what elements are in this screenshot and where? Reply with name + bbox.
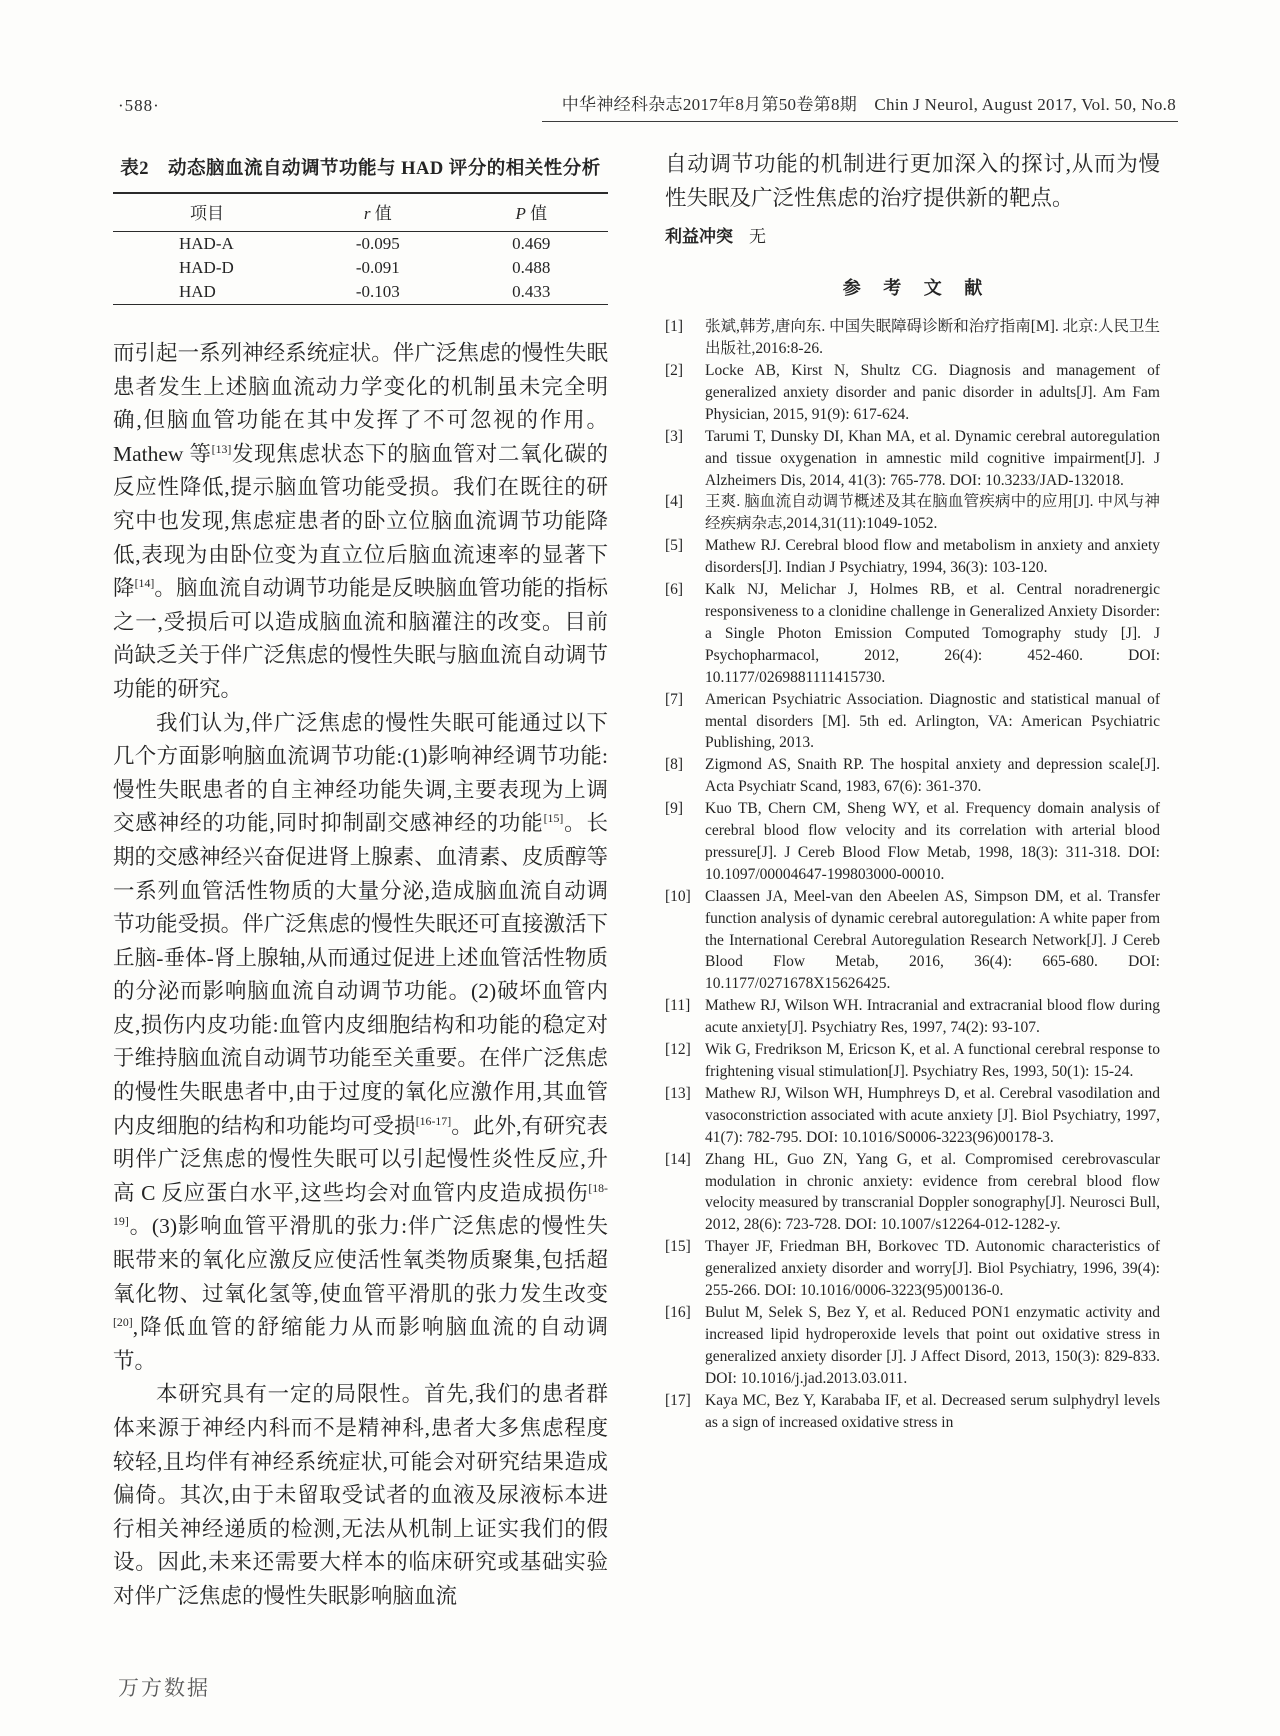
reference-item <box>665 1083 1160 1149</box>
reference-label: [9] <box>665 800 684 818</box>
reference-item <box>665 1302 1160 1390</box>
text-run: 而引起一系列神经系统症状。伴广泛焦虑的慢性失眠患者发生上述脑血流动力学变化的机制虽未完全明确,但脑血管功能在其中发挥了不可忽视的作用。Mathew 等 <box>113 341 608 466</box>
table-cell: -0.095 <box>355 233 400 253</box>
watermark: 万方数据 <box>118 1677 210 1700</box>
reference-item <box>665 360 1160 426</box>
reference-text: American Psychiatric Association. Diagnostic and statistical manual of mental disorders [M]. 5th ed. Arlington, VA: American Psychiatric Publishing, 2013. <box>705 690 1160 752</box>
table-cell: -0.091 <box>355 257 400 277</box>
table-cell: 0.433 <box>512 281 551 301</box>
reference-label: [6] <box>665 581 684 599</box>
reference-item <box>665 491 1160 535</box>
text-run: 发现焦虑状态下的脑血管对二氧化碳的反应性降低,提示脑血管功能受损。我们在既往的研究中也发现,焦虑症患者的卧立位脑血流调节功能降低,表现为由卧位变为直立位后脑血流速率的显著下降 <box>113 441 608 601</box>
text-run: 值 <box>370 204 392 223</box>
table-cell: HAD-A <box>179 233 234 253</box>
table-header-cell <box>455 193 608 232</box>
reference-label: [12] <box>665 1041 691 1059</box>
references-heading: 参 考 文 献 <box>842 278 992 299</box>
citation-superscript: [14] <box>134 576 155 590</box>
reference-label: [15] <box>665 1238 691 1256</box>
table-row <box>113 232 608 257</box>
body-paragraph <box>113 707 608 1379</box>
table-cell: 0.488 <box>512 257 551 277</box>
journal-header: 中华神经科杂志2017年8月第50卷第8期 Chin J Neurol, August 2017, Vol. 50, No.8 <box>542 90 1178 122</box>
text-run: 。(3)影响血管平滑肌的张力:伴广泛焦虑的慢性失眠带来的氧化应激反应使活性氧类物质聚集,包括超氧化物、过氧化氢等,使血管平滑肌的张力发生改变 <box>113 1214 608 1306</box>
reference-label: [7] <box>665 690 684 708</box>
reference-text: Wik G, Fredrikson M, Ericson K, et al. A functional cerebral response to frightening visual stimulation[J]. Psychiatry Res, 1993, 50(1): 15-24. <box>705 1041 1160 1080</box>
conflict-label: 利益冲突 <box>665 227 733 247</box>
reference-text: Bulut M, Selek S, Bez Y, et al. Reduced PON1 enzymatic activity and increased lipid hydroperoxide levels that point out oxidative stress in generalized anxiety disorder [J]. J Affect Disord, 2013, 150(3): 829-833. DOI: 10.1016/j.jad.2013.03.011. <box>705 1303 1160 1387</box>
text-run: 项目 <box>190 204 225 223</box>
reference-item <box>665 316 1160 360</box>
references-list <box>665 316 1160 1433</box>
page-number: ·588· <box>118 96 160 115</box>
citation-superscript: [20] <box>113 1315 133 1330</box>
body-paragraph <box>113 1378 608 1613</box>
reference-text: Kaya MC, Bez Y, Karababa IF, et al. Decreased serum sulphydryl levels as a sign of increased oxidative stress in <box>705 1391 1160 1431</box>
reference-label: [14] <box>665 1150 691 1168</box>
reference-text: 王爽. 脑血流自动调节概述及其在脑血管疾病中的应用[J]. 中风与神经疾病杂志,2014,31(11):1049-1052. <box>705 493 1160 533</box>
text-run: 。此外,有研究表明伴广泛焦虑的慢性失眠可以引起慢性炎性反应,升高 C 反应蛋白水平,这些均会对血管内皮造成损伤 <box>113 1113 608 1205</box>
table-title: 表2 动态脑血流自动调节功能与 HAD 评分的相关性分析 <box>120 159 601 179</box>
left-column <box>113 148 608 1614</box>
reference-label: [2] <box>665 362 684 379</box>
reference-item <box>665 579 1160 689</box>
reference-text: Mathew RJ. Cerebral blood flow and metabolism in anxiety and anxiety disorders[J]. Indian J Psychiatry, 1994, 36(3): 103-120. <box>705 537 1160 577</box>
table-cell: 0.469 <box>512 233 551 253</box>
text-run: 。长期的交感神经兴奋促进肾上腺素、血清素、皮质醇等一系列血管活性物质的大量分泌,造成脑血流自动调节功能受损。伴广泛焦虑的慢性失眠还可直接激活下丘脑-垂体-肾上腺轴,从而通过促进上述血管活性物质的分泌而影响脑血流自动调节功能。(2)破坏血管内皮,损伤内皮功能:血管内皮细胞结构和功能的稳定对于维持脑血流自动调节功能至关重要。在伴广泛焦虑的慢性失眠患者中,由于过度的氧化应激作用,其血管内皮细胞的结构和功能均可受损 <box>113 811 608 1138</box>
reference-label: [8] <box>665 756 684 774</box>
table-header-row <box>113 193 608 232</box>
text-run: ,降低血管的舒缩能力从而影响脑血流的自动调节。 <box>113 1315 608 1373</box>
text-run: 值 <box>525 204 548 223</box>
table-row <box>113 280 608 305</box>
citation-superscript: [15] <box>543 811 564 826</box>
reference-label: [3] <box>665 427 684 445</box>
reference-item <box>665 754 1160 798</box>
reference-item <box>665 886 1160 996</box>
table-header-cell <box>301 193 454 232</box>
text-run: P <box>515 204 526 223</box>
reference-text: Locke AB, Kirst N, Shultz CG. Diagnosis and management of generalized anxiety disorder and panic disorder in adults[J]. Am Fam Physician, 2015, 91(9): 617-624. <box>705 362 1160 423</box>
reference-text: Kuo TB, Chern CM, Sheng WY, et al. Frequency domain analysis of cerebral blood flow velocity and its correlation with arterial blood pressure[J]. J Cereb Blood Flow Metab, 1998, 18(3): 311-318. DOI: 10.1097/00004647-199803000-00010. <box>705 800 1160 883</box>
page-header <box>118 90 1178 122</box>
reference-item <box>665 798 1160 886</box>
table-cell: -0.103 <box>355 281 400 301</box>
conflict-statement <box>665 222 1160 247</box>
table-cell: HAD-D <box>179 257 234 277</box>
citation-superscript: [16-17] <box>415 1113 452 1128</box>
reference-item <box>665 689 1160 755</box>
reference-item <box>665 535 1160 579</box>
body-paragraph <box>665 148 1160 215</box>
reference-text: Zigmond AS, Snaith RP. The hospital anxiety and depression scale[J]. Acta Psychiatr Scand, 1983, 67(6): 361-370. <box>705 756 1160 796</box>
reference-item <box>665 1039 1160 1083</box>
reference-label: [16] <box>665 1303 691 1321</box>
reference-item <box>665 995 1160 1039</box>
right-column <box>665 148 1160 1433</box>
text-run: 自动调节功能的机制进行更加深入的探讨,从而为慢性失眠及广泛性焦虑的治疗提供新的靶点。 <box>665 152 1160 210</box>
reference-text: Thayer JF, Friedman BH, Borkovec TD. Autonomic characteristics of generalized anxiety disorder and worry[J]. Biol Psychiatry, 1996, 39(4): 255-266. DOI: 10.1016/0006-3223(95)00136-0. <box>705 1238 1160 1300</box>
citation-superscript: [18-19] <box>113 1180 608 1229</box>
body-text <box>113 337 608 1614</box>
text-run: 。脑血流自动调节功能是反映脑血管功能的指标之一,受损后可以造成脑血流和脑灌注的改变。目前尚缺乏关于伴广泛焦虑的慢性失眠与脑血流自动调节功能的研究。 <box>113 576 608 701</box>
citation-superscript: [13] <box>211 441 232 456</box>
reference-text: Mathew RJ, Wilson WH. Intracranial and extracranial blood flow during acute anxiety[J]. Psychiatry Res, 1997, 74(2): 93-107. <box>705 997 1160 1037</box>
text-run: 我们认为,伴广泛焦虑的慢性失眠可能通过以下几个方面影响脑血流调节功能:(1)影响神经调节功能:慢性失眠患者的自主神经功能失调,主要表现为上调交感神经的功能,同时抑制副交感神经的功能 <box>113 710 608 836</box>
reference-text: Mathew RJ, Wilson WH, Humphreys D, et al. Cerebral vasodilation and vasoconstriction associated with acute anxiety [J]. Biol Psychiatry, 1997, 41(7): 782-795. DOI: 10.1016/S0006-3223(96)00178-3. <box>705 1084 1160 1146</box>
reference-item <box>665 426 1160 492</box>
table-header-cell <box>113 193 301 232</box>
table-cell: HAD <box>179 281 216 301</box>
reference-label: [5] <box>665 537 684 555</box>
reference-label: [10] <box>665 887 691 905</box>
reference-label: [4] <box>665 493 684 511</box>
reference-text: Tarumi T, Dunsky DI, Khan MA, et al. Dynamic cerebral autoregulation and tissue oxygenation in amnestic mild cognitive impairment[J]. J Alzheimers Dis, 2014, 41(3): 765-778. DOI: 10.3233/JAD-132018. <box>705 427 1160 489</box>
reference-item <box>665 1390 1160 1434</box>
body-paragraph <box>113 337 608 707</box>
correlation-table <box>113 192 608 305</box>
reference-label: [13] <box>665 1084 691 1102</box>
reference-label: [11] <box>665 997 691 1015</box>
reference-label: [1] <box>665 318 684 336</box>
reference-item <box>665 1149 1160 1237</box>
table-row <box>113 256 608 280</box>
reference-label: [17] <box>665 1391 691 1409</box>
reference-item <box>665 1236 1160 1302</box>
reference-text: Kalk NJ, Melichar J, Holmes RB, et al. Central noradrenergic responsiveness to a clonidine challenge in Generalized Anxiety Disorder: a Single Photon Emission Computed Tomography study [J]. J Psychopharmacol, 2012, 26(4): 452-460. DOI: 10.1177/0269881111415730. <box>705 581 1160 686</box>
text-run: 本研究具有一定的局限性。首先,我们的患者群体来源于神经内科而不是精神科,患者大多焦虑程度较轻,且均伴有神经系统症状,可能会对研究结果造成偏倚。其次,由于未留取受试者的血液及尿液标本进行相关神经递质的检测,无法从机制上证实我们的假设。因此,未来还需要大样本的临床研究或基础实验对伴广泛焦虑的慢性失眠影响脑血流 <box>113 1382 608 1608</box>
reference-text: 张斌,韩芳,唐向东. 中国失眠障碍诊断和治疗指南[M]. 北京:人民卫生出版社,2016:8-26. <box>705 318 1160 358</box>
reference-text: Zhang HL, Guo ZN, Yang G, et al. Compromised cerebrovascular modulation in chronic anxiety: evidence from cerebral blood flow velocity measured by transcranial Doppler sonography[J]. Neurosci Bull, 2012, 28(6): 723-728. DOI: 10.1007/s12264-012-1282-y. <box>705 1150 1160 1234</box>
reference-text: Claassen JA, Meel-van den Abeelen AS, Simpson DM, et al. Transfer function analysis of dynamic cerebral autoregulation: A white paper from the International Cerebral Autoregulation Research Network[J]. J Cereb Blood Flow Metab, 2016, 36(4): 665-680. DOI: 10.1177/0271678X15626425. <box>705 887 1160 993</box>
text-run: r <box>363 204 371 223</box>
conflict-value: 无 <box>749 227 766 247</box>
